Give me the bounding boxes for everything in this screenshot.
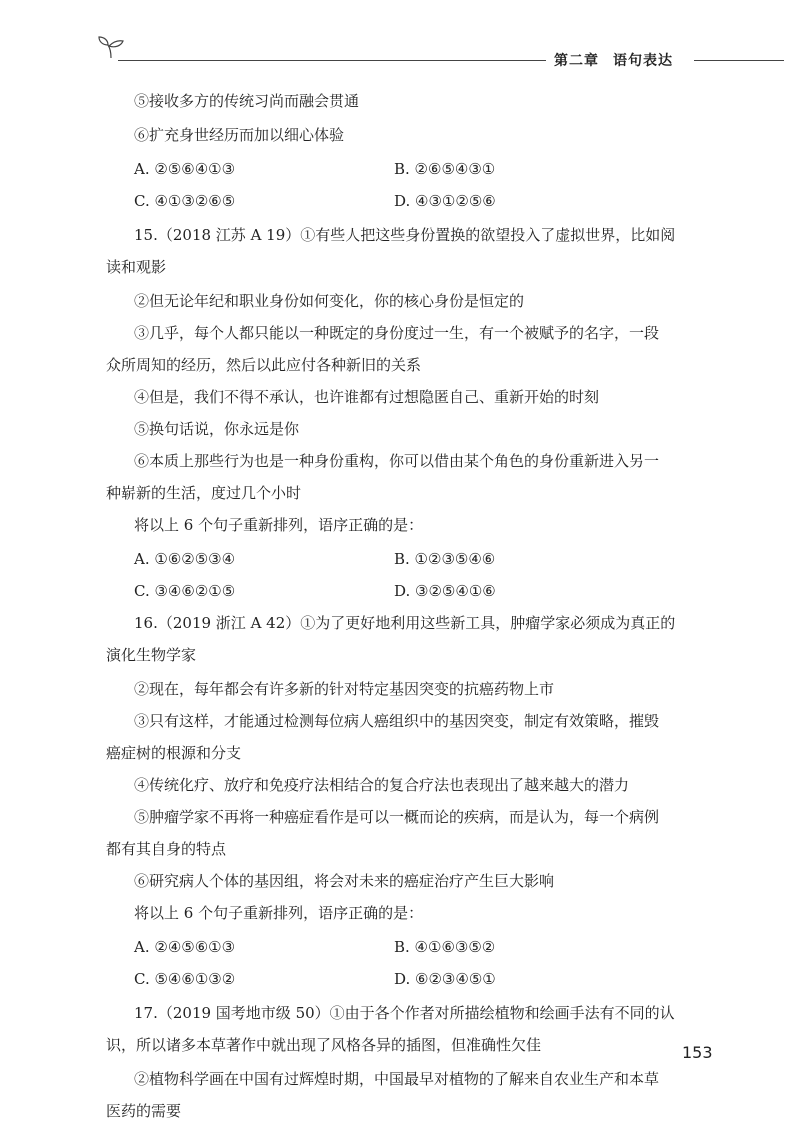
question-17-line: 17.（2019 国考地市级 50）①由于各个作者对所描绘植物和绘画手法有不同的认 (134, 1004, 675, 1022)
text-line: 识，所以诸多本草著作中就出现了风格各异的插图，但准确性欠佳 (106, 1036, 542, 1054)
instruction-line: 将以上 6 个句子重新排列，语序正确的是： (134, 904, 424, 922)
text-line: ⑥本质上那些行为也是一种身份重构，你可以借由某个角色的身份重新进入另一 (134, 452, 660, 470)
text-line: ⑥扩充身世经历而加以细心体验 (134, 126, 345, 144)
option-b: B. ④①⑥③⑤② (394, 938, 496, 956)
text-line: ②植物科学画在中国有过辉煌时期，中国最早对植物的了解来自农业生产和本草 (134, 1070, 660, 1088)
text-line: 种崭新的生活，度过几个小时 (106, 484, 302, 502)
text-line: 都有其自身的特点 (106, 840, 227, 858)
text-line: ⑤接收多方的传统习尚而融会贯通 (134, 92, 360, 110)
text-line: 癌症树的根源和分支 (106, 744, 242, 762)
text-line: ②但无论年纪和职业身份如何变化，你的核心身份是恒定的 (134, 292, 525, 310)
header-rule-left (118, 60, 546, 61)
option-a: A. ②④⑤⑥①③ (134, 938, 236, 956)
option-d: D. ⑥②③④⑤① (394, 970, 496, 988)
page-number: 153 (682, 1043, 713, 1062)
option-b: B. ①②③⑤④⑥ (394, 550, 496, 568)
text-line: ⑤换句话说，你永远是你 (134, 420, 300, 438)
option-d: D. ③②⑤④①⑥ (394, 582, 496, 600)
text-line: ⑤肿瘤学家不再将一种癌症看作是可以一概而论的疾病，而是认为，每一个病例 (134, 808, 660, 826)
section-label: 语句表达 (613, 53, 673, 69)
option-c: C. ⑤④⑥①③② (134, 970, 236, 988)
text-line: 读和观影 (106, 258, 167, 276)
text-line: 众所周知的经历，然后以此应付各种新旧的关系 (106, 356, 422, 374)
text-line: ④但是，我们不得不承认，也许谁都有过想隐匿自己、重新开始的时刻 (134, 388, 600, 406)
question-15-line: 15.（2018 江苏 A 19）①有些人把这些身份置换的欲望投入了虚拟世界，比如阅 (134, 226, 676, 244)
text-line: ③几乎，每个人都只能以一种既定的身份度过一生，有一个被赋予的名字，一段 (134, 324, 660, 342)
option-c: C. ④①③②⑥⑤ (134, 192, 236, 210)
instruction-line: 将以上 6 个句子重新排列，语序正确的是： (134, 516, 424, 534)
text-line: ②现在，每年都会有许多新的针对特定基因突变的抗癌药物上市 (134, 680, 555, 698)
leaf-sprout-icon (96, 34, 126, 60)
option-c: C. ③④⑥②①⑤ (134, 582, 236, 600)
option-d: D. ④③①②⑤⑥ (394, 192, 496, 210)
text-line: ⑥研究病人个体的基因组，将会对未来的癌症治疗产生巨大影响 (134, 872, 555, 890)
text-line: 医药的需要 (106, 1102, 182, 1120)
question-16-line: 16.（2019 浙江 A 42）①为了更好地利用这些新工具，肿瘤学家必须成为真正的 (134, 614, 676, 632)
option-a: A. ②⑤⑥④①③ (134, 160, 236, 178)
chapter-label: 第二章 (554, 53, 599, 69)
chapter-heading (554, 50, 673, 70)
text-line: ④传统化疗、放疗和免疫疗法相结合的复合疗法也表现出了越来越大的潜力 (134, 776, 630, 794)
text-line: ③只有这样，才能通过检测每位病人癌组织中的基因突变，制定有效策略，摧毁 (134, 712, 660, 730)
page-header (0, 0, 800, 80)
text-line: 演化生物学家 (106, 646, 197, 664)
option-a: A. ①⑥②⑤③④ (134, 550, 236, 568)
header-rule-right (694, 60, 784, 61)
option-b: B. ②⑥⑤④③① (394, 160, 496, 178)
